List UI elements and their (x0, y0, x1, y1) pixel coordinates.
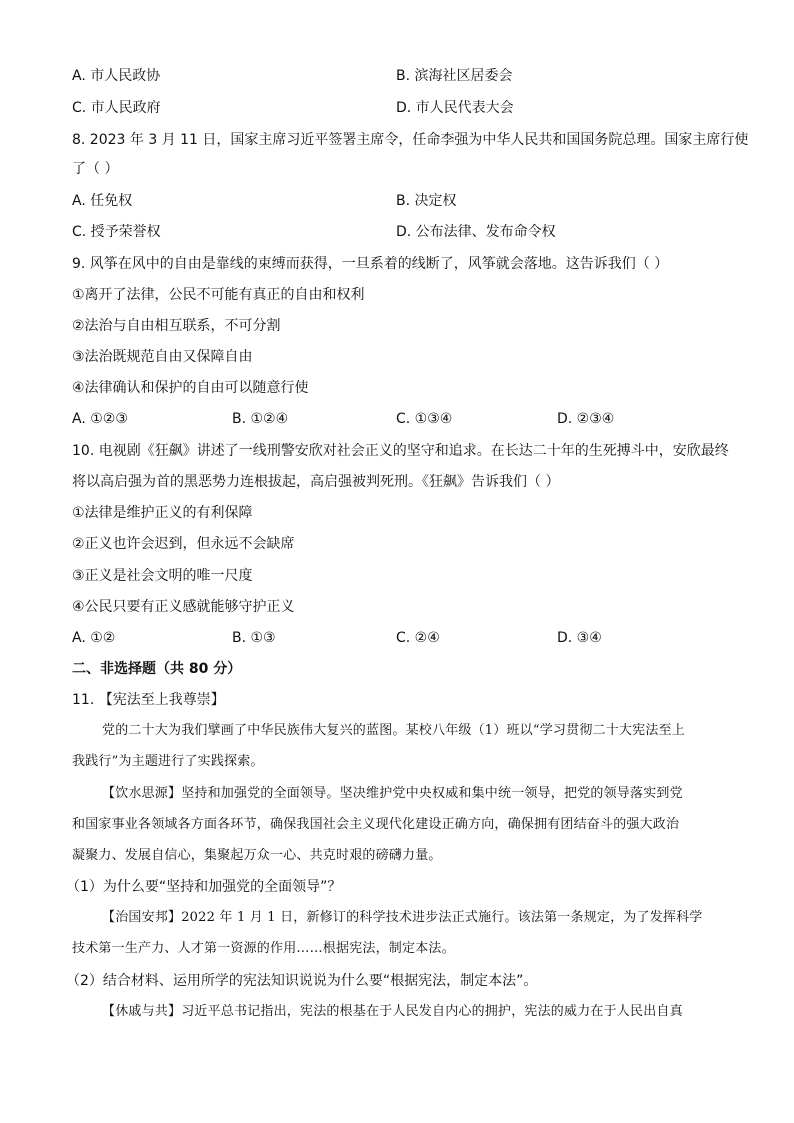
q10-item-1: ①法律是维护正义的有利保障 (72, 505, 253, 521)
q7-option-a: A. 市人民政协 (72, 68, 161, 84)
q8-option-b: B. 决定权 (396, 193, 457, 209)
q8-option-c: C. 授予荣誉权 (72, 224, 161, 240)
q11-material2-line1: 【治国安邦】2022 年 1 月 1 日，新修订的科学技术进步法正式施行。该法第一条规定，为了发挥科学 (102, 910, 703, 925)
q11-intro-line1: 党的二十大为我们擘画了中华民族伟大复兴的蓝图。某校八年级（1）班以“学习贯彻二十大宪法至上 (102, 723, 685, 738)
q9-option-d: D. ②③④ (557, 411, 615, 427)
q10-item-3: ③正义是社会文明的唯一尺度 (72, 568, 253, 584)
q8-option-d: D. 公布法律、发布命令权 (396, 224, 556, 240)
q10-stem-line1: 10. 电视剧《狂飙》讲述了一线刑警安欣对社会正义的坚守和追求。在长达二十年的生死搏斗中，安欣最终 (72, 443, 729, 459)
q10-option-b: B. ①③ (232, 630, 276, 646)
q8-stem-line2: 了（ ） (72, 161, 119, 177)
q11-material3-line1: 【休戚与共】习近平总书记指出，宪法的根基在于人民发自内心的拥护，宪法的威力在于人民出自真 (102, 1004, 683, 1019)
q9-item-2: ②法治与自由相互联系，不可分割 (72, 318, 281, 334)
q10-item-2: ②正义也许会迟到，但永远不会缺席 (72, 536, 295, 552)
q10-option-c: C. ②④ (396, 630, 440, 646)
q9-option-b: B. ①②④ (232, 411, 289, 427)
section2-heading: 二、非选择题（共 80 分） (72, 661, 242, 677)
q10-stem-line2: 将以高启强为首的黑恶势力连根拔起，高启强被判死刑。《狂飙》告诉我们（ ） (72, 474, 560, 490)
q11-material1-line3: 凝聚力、发展自信心，集聚起万众一心、共克时艰的磅礴力量。 (72, 848, 442, 863)
q8-stem-line1: 8. 2023 年 3 月 11 日，国家主席习近平签署主席令，任命李强为中华人民共和国国务院总理。国家主席行使 (72, 132, 749, 148)
q11-subquestion-2: （2）结合材料、运用所学的宪法知识说说为什么要“根据宪法，制定本法”。 (66, 973, 538, 989)
q8-option-a: A. 任免权 (72, 193, 133, 209)
q9-option-a: A. ①②③ (72, 411, 128, 427)
q9-item-1: ①离开了法律，公民不可能有真正的自由和权利 (72, 287, 365, 303)
q10-item-4: ④公民只要有正义感就能够守护正义 (72, 599, 295, 615)
q9-item-4: ④法律确认和保护的自由可以随意行使 (72, 380, 309, 396)
q7-option-d: D. 市人民代表大会 (396, 100, 514, 116)
q11-material2-line2: 技术第一生产力、人才第一资源的作用……根据宪法，制定本法。 (72, 941, 455, 956)
q9-stem: 9. 风筝在风中的自由是靠线的束缚而获得，一旦系着的线断了，风筝就会落地。这告诉我们（ ） (72, 256, 669, 272)
q9-item-3: ③法治既规范自由又保障自由 (72, 349, 253, 365)
q7-option-c: C. 市人民政府 (72, 100, 161, 116)
q7-option-b: B. 滨海社区居委会 (396, 68, 513, 84)
q11-intro-line2: 我践行”为主题进行了实践探索。 (72, 754, 264, 769)
q11-material1-line2: 和国家事业各领域各方面各环节，确保我国社会主义现代化建设正确方向，确保拥有团结奋斗的强大政治 (72, 817, 680, 832)
q11-title: 11. 【宪法至上我尊崇】 (72, 692, 225, 708)
q10-option-a: A. ①② (72, 630, 116, 646)
q11-material1-line1: 【饮水思源】坚持和加强党的全面领导。坚决维护党中央权威和集中统一领导，把党的领导落实到党 (102, 786, 683, 801)
q10-option-d: D. ③④ (557, 630, 602, 646)
q11-subquestion-1: （1）为什么要“坚持和加强党的全面领导”？ (66, 879, 342, 895)
q9-option-c: C. ①③④ (396, 411, 453, 427)
